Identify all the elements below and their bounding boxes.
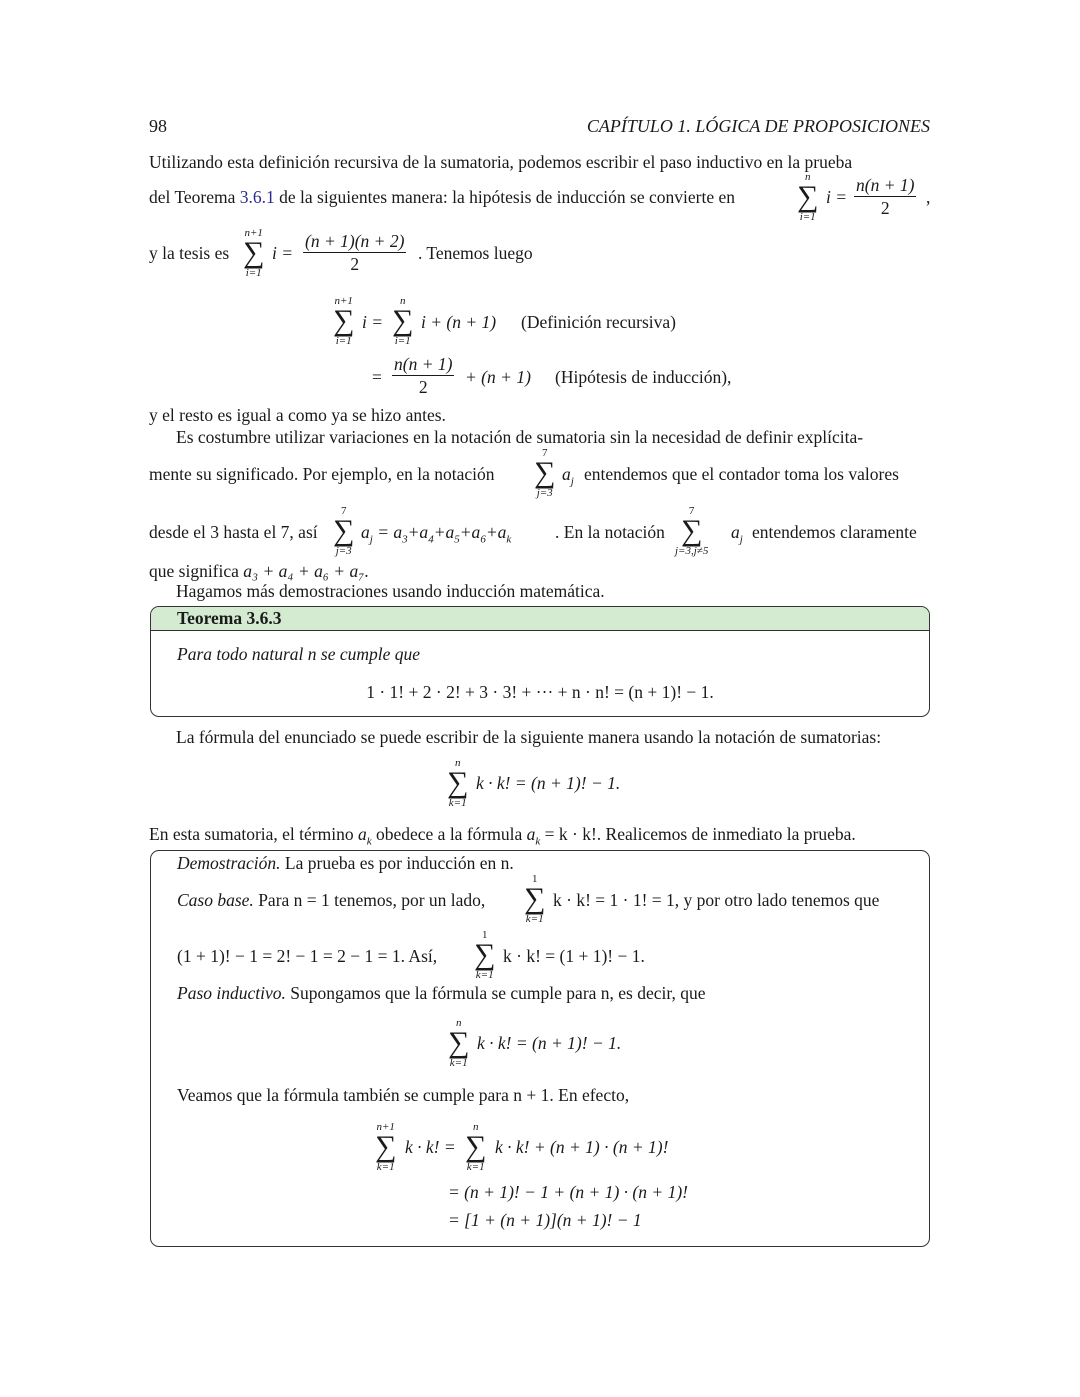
text-fragment: del Teorema [149, 187, 240, 207]
sigma-icon: ∑ [375, 1130, 397, 1163]
theorem-title: Teorema 3.6.3 [177, 608, 282, 628]
math-expression: k · k! + (n + 1) · (n + 1)! [495, 1137, 669, 1157]
text-fragment: k · k! = (1 + 1)! − 1. [503, 946, 645, 966]
sum-lower-limit: i=1 [799, 211, 816, 223]
sigma-icon: ∑ [333, 304, 355, 337]
fraction [854, 174, 916, 219]
math-variable: a [357, 824, 367, 844]
math-subscript: j [570, 475, 574, 488]
math-expression: k · k! = (n + 1)! − 1. [477, 1033, 622, 1053]
sigma-icon: ∑ [680, 514, 703, 547]
text-fragment: desde el 3 hasta el 7, así [149, 522, 318, 542]
sum-upper-limit: n [399, 295, 406, 307]
text-fragment: (1 + 1)! − 1 = 2! − 1 = 2 − 1 = 1. Así, [177, 946, 438, 966]
text-fragment: . Tenemos luego [418, 243, 533, 263]
sum-upper-limit: 1 [531, 873, 538, 885]
sigma-icon: ∑ [392, 304, 414, 337]
math-term [731, 521, 743, 551]
punctuation: , [926, 187, 931, 207]
sigma-icon: ∑ [797, 180, 819, 213]
math-subscript: j [739, 533, 743, 546]
summation-symbol [375, 1121, 396, 1173]
sum-upper-limit: n+1 [244, 227, 263, 239]
text-fragment: k · k! = 1 · 1! = 1, y por otro lado tenemos que [553, 890, 880, 910]
math-expression: a₃ + a₄ + a₆ + a₇ [243, 561, 365, 581]
text-fragment: = k · k!. Realicemos de inmediato la prueba. [540, 824, 856, 844]
fraction-numerator: n(n + 1) [856, 175, 915, 195]
sigma-icon: ∑ [534, 456, 556, 489]
sum-lower-limit: j=3 [335, 545, 352, 557]
sigma-icon: ∑ [333, 514, 355, 547]
paragraph-line: La fórmula del enunciado se puede escribir de la siguiente manera usando la notación de sumatorias: [176, 727, 882, 747]
sigma-icon: ∑ [474, 938, 496, 971]
sum-upper-limit: 7 [340, 505, 347, 517]
text-fragment: entendemos que el contador toma los valores [584, 464, 899, 484]
math-term: + (n + 1) [465, 367, 531, 387]
math-variable: a [562, 464, 571, 484]
math-expression: k · k! = (n + 1)! − 1. [476, 773, 621, 793]
sum-upper-limit: n+1 [334, 295, 353, 307]
fraction [303, 230, 406, 275]
math-expression: = [1 + (n + 1)](n + 1)! − 1 [448, 1210, 642, 1230]
sum-lower-limit: i=1 [335, 335, 352, 347]
sum-lower-limit: k=1 [376, 1161, 395, 1173]
sigma-icon: ∑ [448, 1026, 470, 1059]
sum-upper-limit: n [455, 1017, 462, 1029]
fraction [392, 353, 454, 398]
text-fragment: obedece a la fórmula [371, 824, 527, 844]
summation-symbol [243, 227, 264, 279]
sigma-icon: ∑ [465, 1130, 487, 1163]
sum-lower-limit: i=1 [394, 335, 411, 347]
paragraph-line [149, 560, 369, 582]
summation-symbol [392, 295, 413, 347]
sum-upper-limit: n+1 [376, 1121, 395, 1133]
text-fragment: Supongamos que la fórmula se cumple para n, es decir, que [285, 983, 706, 1003]
summation-symbol [447, 757, 468, 809]
text-fragment: . [364, 561, 369, 581]
paragraph-line: Es costumbre utilizar variaciones en la notación de sumatoria sin la necesidad de definir explícita- [176, 427, 864, 447]
summation-symbol [797, 171, 818, 223]
sum-upper-limit: 7 [541, 447, 548, 459]
summation-symbol [333, 295, 354, 347]
sigma-icon: ∑ [243, 236, 265, 269]
summation-symbol [534, 447, 555, 499]
inductive-step-line [177, 982, 706, 1004]
sum-lower-limit: k=1 [475, 969, 494, 981]
paragraph-line: y el resto es igual a como ya se hizo antes. [149, 405, 446, 425]
theorem-formula: 1 · 1! + 2 · 2! + 3 · 3! + ··· + n · n! = (n + 1)! − 1. [366, 682, 714, 702]
text-fragment: La prueba es por inducción en n. [280, 853, 514, 873]
sum-lower-limit: k=1 [525, 913, 544, 925]
proof-intro [177, 852, 514, 874]
math-term: i = [826, 187, 848, 207]
theorem-header [151, 607, 929, 631]
proof-label: Demostración. [177, 853, 281, 873]
sum-upper-limit: n [472, 1121, 479, 1133]
math-term: i = [272, 243, 294, 263]
proof-box [150, 850, 930, 1247]
fraction-denominator: 2 [418, 377, 428, 397]
theorem-reference-link[interactable]: 3.6.1 [239, 187, 275, 207]
page-number: 98 [149, 116, 167, 136]
paragraph-line: Hagamos más demostraciones usando inducción matemática. [176, 581, 605, 601]
fraction-denominator: 2 [880, 198, 890, 218]
fraction-numerator: n(n + 1) [394, 354, 453, 374]
sum-lower-limit: k=1 [449, 1057, 468, 1069]
text-fragment: mente su significado. Por ejemplo, en la notación [149, 464, 495, 484]
chapter-title: CAPÍTULO 1. LÓGICA DE PROPOSICIONES [586, 116, 930, 136]
sum-lower-limit: k=1 [466, 1161, 485, 1173]
math-subscript: k [366, 835, 372, 848]
equation-annotation: (Definición recursiva) [521, 312, 676, 332]
paragraph-line [149, 186, 735, 208]
sum-lower-limit: j=3 [536, 487, 553, 499]
theorem-box [150, 606, 930, 717]
summation-symbol [333, 505, 354, 557]
equals-sign: = [372, 367, 382, 387]
theorem-statement: Para todo natural n se cumple que [177, 644, 421, 664]
text-fragment: y la tesis es [149, 243, 230, 263]
text-fragment: que significa [149, 561, 244, 581]
text-fragment: En esta sumatoria, el término [149, 824, 358, 844]
paragraph-line: Utilizando esta definición recursiva de la sumatoria, podemos escribir el paso inductivo en la prueba [149, 152, 853, 172]
paragraph-line: Veamos que la fórmula también se cumple para n + 1. En efecto, [177, 1085, 630, 1105]
summation-symbol [465, 1121, 486, 1173]
fraction-numerator: (n + 1)(n + 2) [305, 231, 405, 251]
equation-annotation: (Hipótesis de inducción), [555, 367, 732, 387]
math-term: i + (n + 1) [421, 312, 497, 332]
text-fragment: Para n = 1 tenemos, por un lado, [253, 890, 486, 910]
sum-lower-limit: i=1 [245, 267, 262, 279]
paragraph-line [149, 823, 856, 853]
sum-lower-limit: k=1 [448, 797, 467, 809]
math-expression: = (n + 1)! − 1 + (n + 1) · (n + 1)! [448, 1182, 688, 1202]
math-subscript: k [535, 835, 541, 848]
proof-label: Paso inductivo. [177, 983, 286, 1003]
text-fragment: . En la notación [555, 522, 665, 542]
math-expression: $a_j = a_3+a_4+a_5+a_6+a_k$ [361, 522, 512, 546]
sum-upper-limit: n [454, 757, 461, 769]
summation-symbol [474, 929, 495, 981]
math-term: i = [362, 312, 384, 332]
summation-symbol [448, 1017, 469, 1069]
text-fragment: entendemos claramente [752, 522, 917, 542]
math-term: k · k! = [405, 1137, 456, 1157]
fraction-denominator: 2 [350, 254, 360, 274]
sigma-icon: ∑ [524, 882, 546, 915]
sum-lower-limit: j=3,j≠5 [675, 545, 709, 557]
summation-symbol [675, 505, 708, 557]
proof-label: Caso base. [177, 890, 254, 910]
summation-symbol [524, 873, 545, 925]
base-case-line [177, 889, 485, 911]
text-fragment: de la siguientes manera: la hipótesis de inducción se convierte en [274, 187, 735, 207]
sigma-icon: ∑ [447, 766, 469, 799]
math-variable: a [526, 824, 536, 844]
sum-upper-limit: 1 [481, 929, 488, 941]
sum-upper-limit: 7 [688, 505, 695, 517]
math-term [562, 463, 574, 493]
math-variable: a [731, 522, 740, 542]
sum-upper-limit: n [804, 171, 811, 183]
